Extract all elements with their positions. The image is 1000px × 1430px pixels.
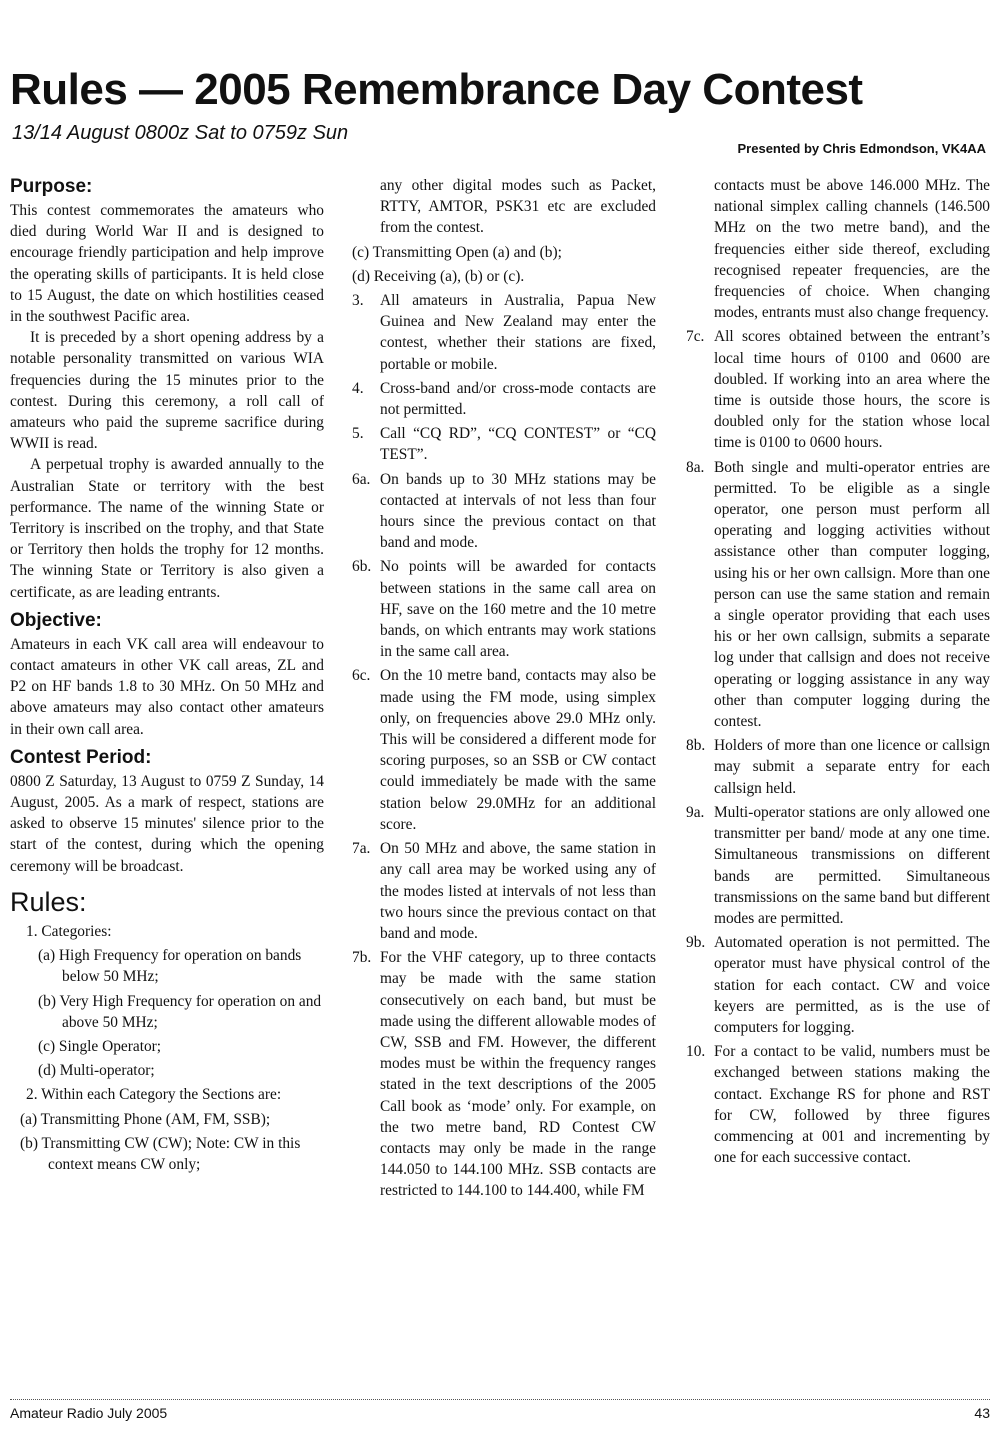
rule-number: 4. [352,379,364,397]
rule-7b-continuation: contacts must be above 146.000 MHz. The national simplex calling channels (146.500 MHz on the two metre band), and the frequencies either side thereof, excluding recognised repeater frequencies, are the frequencies of choice. When changing modes, entrants must also change frequency. [714,177,990,322]
page-title: Rules — 2005 Remembrance Day Contest [10,65,863,114]
rule-item [686,802,990,929]
rule-number: 5. [352,425,364,443]
rule-2d: (d) Receiving (a), (b) or (c). [352,267,525,285]
rules-list-col3 [686,326,990,1168]
rule-1c: (c) Single Operator; [38,1037,162,1055]
objective-paragraph: Amateurs in each VK call area will endeavour to contact amateurs in other VK call areas, ZL and P2 on HF bands 1.8 to 30 MHz. On 50 MHz and above amateurs may also contact other amateurs in their own call area. [10,635,324,738]
rule-number: 6b. [352,558,372,576]
rules-heading: Rules: [10,886,87,917]
column-2 [352,175,656,1205]
rule-text: No points will be awarded for contacts between stations in the same call area on HF, save on the 160 metre and the 10 metre bands, on which entrants may work stations in the same call area. [380,558,656,661]
rule-item [352,838,656,944]
rule-number: 8a. [686,458,705,476]
rule-text: Holders of more than one licence or callsign may submit a separate entry for each callsign held. [714,737,990,797]
purpose-heading: Purpose: [10,176,93,197]
rule-text: For the VHF category, up to three contacts may be made with the same station consecutively on each band, but must be made using the different allowable modes of CW, SSB and FM. However, the different modes must be within the frequency ranges stated in the text descriptions of the 2005 Call book as ‘mode’ only. For example, on the two metre band, RD Contest CW contacts may only be made in the range 144.050 to 144.100 MHz. SSB contacts are restricted to 144.100 to 144.400, while FM [380,949,656,1200]
publication-name: Amateur Radio July 2005 [10,1405,168,1421]
rule-number: 10. [686,1043,706,1061]
rule-text: On 50 MHz and above, the same station in any call area may be worked using any of the modes listed at intervals of not less than two hours since the previous contact on that band and mode. [380,840,656,942]
rule-number: 7b. [352,949,372,967]
rule-text: Multi-operator stations are only allowed one transmitter per band/ mode at any one time. Simultaneous transmissions on different bands are permitted. Simultaneous transmissions on the same band but different modes are permitted. [714,803,990,927]
rule-1-categories: 1. Categories: [26,922,112,940]
page-number: 43 [974,1405,990,1421]
rule-number: 6c. [352,667,371,685]
contest-period-heading: Contest Period: [10,746,152,768]
rule-text: On bands up to 30 MHz stations may be contacted at intervals of not less than four hours since the previous contact on that band and mode. [380,470,656,552]
rule-text: Cross-band and/or cross-mode contacts are not permitted. [380,379,656,419]
objective-heading: Objective: [10,609,102,631]
rule-text: Call “CQ RD”, “CQ CONTEST” or “CQ TEST”. [380,425,656,464]
presenter-credit: Presented by Chris Edmondson, VK4AA [737,141,986,156]
rule-text: For a contact to be valid, numbers must be exchanged between stations making the contact. Exchange RS for phone and RST for CW, followed by three figures commencing at 001 and incrementing by one for each successive contact. [714,1043,990,1167]
rule-item [352,556,656,662]
rule-2b-continuation: any other digital modes such as Packet, RTTY, AMTOR, PSK31 etc are excluded from the contest. [380,177,656,237]
rule-item [352,665,656,835]
rule-1d: (d) Multi-operator; [38,1062,155,1080]
rule-number: 6a. [352,470,371,488]
purpose-paragraph-3: A perpetual trophy is awarded annually to the Australian State or territory with the best performance. The name of the winning State or Territory is inscribed on the trophy, and that State or Territory then holds the trophy for 12 months. The winning State or Territory is also given a certificate, as are leading entrants. [10,456,324,601]
rule-1b: (b) Very High Frequency for operation on and above 50 MHz; [38,992,322,1031]
rule-text: Both single and multi-operator entries are permitted. To be eligible as a single operator, one person must perform all operating and logging activities without assistance other than computer logging, using his or her own callsign. More than one person can use the same station and remain a single operator providing that each uses his or her own callsign, submits a separate log under that callsign and does not receive operating or logging assistance in any way other than computer logging during the contest. [714,458,990,731]
rule-2-sections: 2. Within each Category the Sections are: [26,1086,282,1104]
rule-item [686,932,990,1038]
rule-item [686,1041,990,1168]
rule-1a: (a) High Frequency for operation on bands below 50 MHz; [38,947,302,986]
column-1 [10,175,324,1178]
rule-text: Automated operation is not permitted. The operator must have physical control of the station for each contact. CW and voice keyers are permitted, as is the use of computers for logging. [714,934,990,1036]
rule-item [686,457,990,733]
rule-item [352,378,656,420]
rules-list-col2 [352,290,656,1202]
rule-number: 9b. [686,934,706,952]
page-footer [10,1404,990,1422]
contest-period-paragraph: 0800 Z Saturday, 13 August to 0759 Z Sunday, 14 August, 2005. As a mark of respect, stations are asked to observe 15 minutes' silence prior to the start of the contest, during which the opening ceremony will be broadcast. [10,772,324,875]
rule-item [686,735,990,799]
purpose-paragraph-1: This contest commemorates the amateurs who died during World War II and is designed to encourage friendly participation and help improve the operating skills of participants. It is held close to 15 August, the date on which hostilities ceased in the southwest Pacific area. [10,202,324,326]
rule-number: 7c. [686,328,705,346]
purpose-paragraph-2: It is preceded by a short opening address by a notable personality transmitted on various WIA frequencies during the 15 minutes prior to the contest. During this ceremony, a roll call of amateurs who paid the supreme sacrifice during WWII is read. [10,329,324,453]
contest-dates-subtitle: 13/14 August 0800z Sat to 0759z Sun [12,122,349,144]
rule-item [352,947,656,1201]
rule-2a: (a) Transmitting Phone (AM, FM, SSB); [20,1110,271,1128]
rule-number: 7a. [352,840,371,858]
rule-item [352,423,656,465]
rule-2b: (b) Transmitting CW (CW); Note: CW in this context means CW only; [20,1134,301,1173]
column-3 [686,175,990,1171]
rule-number: 8b. [686,737,706,755]
footer-divider [10,1399,990,1400]
rule-text: On the 10 metre band, contacts may also be made using the FM mode, using simplex only, on frequencies above 29.0 MHz only. This will be considered a different mode for scoring purposes, so an SSB or CW contact could immediately be made with the same station below 29.0MHz for an additional score. [380,667,656,833]
rule-item [686,326,990,453]
rule-item [352,290,656,375]
rule-text: All amateurs in Australia, Papua New Guinea and New Zealand may enter the contest, whether their stations are fixed, portable or mobile. [380,292,656,373]
rule-text: All scores obtained between the entrant’s local time hours of 0100 and 0600 are doubled. If working into an area where the time is outside those hours, the score is doubled only for the station whose local time is 0100 to 0600 hours. [714,328,990,452]
rule-item [352,469,656,554]
rule-number: 3. [352,292,364,310]
rule-number: 9a. [686,803,705,821]
rule-2c: (c) Transmitting Open (a) and (b); [352,243,562,261]
